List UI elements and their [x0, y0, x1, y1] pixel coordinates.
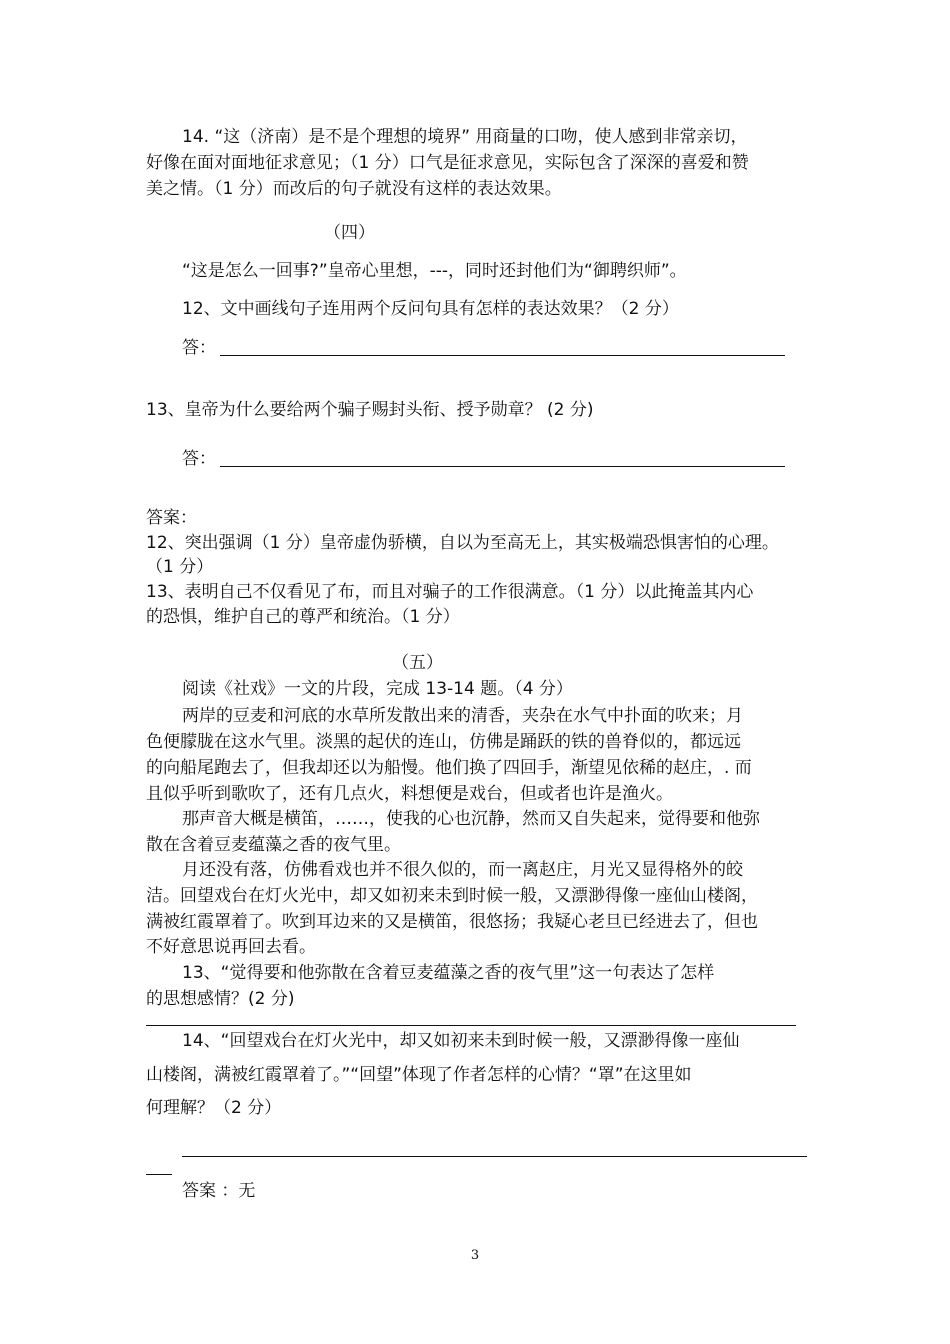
- passage-line-9: 满被红霞罩着了。吹到耳边来的又是横笛，很悠扬；我疑心老旦已经进去了，但也: [146, 912, 758, 932]
- prev-q14-line-2: 好像在面对面地征求意见；（1 分）口气是征求意见，实际包含了深深的喜爱和赞: [146, 153, 749, 173]
- passage-line-10: 不好意思说再回去看。: [146, 937, 316, 957]
- passage-line-6: 散在含着豆麦蕴藻之香的夜气里。: [146, 835, 401, 855]
- passage-line-5: 那声音大概是横笛，……，使我的心也沉静，然而又自失起来，觉得要和他弥: [182, 809, 760, 829]
- answer-line-q13: [220, 466, 785, 467]
- answer-label-q12: 答：: [182, 338, 216, 358]
- answer-line-2: （1 分）: [146, 557, 214, 577]
- answer-line-section-5-q14-continued: [146, 1174, 172, 1175]
- answer-line-section-5-q13: [146, 1025, 796, 1026]
- prev-q14-line-3: 美之情。（1 分）而改后的句子就没有这样的表达效果。: [146, 179, 562, 199]
- answer-line-q12: [220, 355, 785, 356]
- prev-q14-line-1: 14. “这（济南）是不是个理想的境界” 用商量的口吻，使人感到非常亲切，: [182, 127, 748, 147]
- passage-line-4: 且似乎听到歌吹了，还有几点火，料想便是戏台，但或者也许是渔火。: [146, 784, 673, 804]
- answers-title: 答案：: [146, 508, 197, 528]
- section-4-q12: 12、文中画线句子连用两个反问句具有怎样的表达效果？（2 分）: [182, 299, 679, 319]
- passage-line-1: 两岸的豆麦和河底的水草所发散出来的清香，夹杂在水气中扑面的吹来；月: [182, 706, 743, 726]
- answer-line-4: 的恐惧，维护自己的尊严和统治。（1 分）: [146, 607, 460, 627]
- passage-line-8: 洁。回望戏台在灯火光中，却又如初来未到时候一般，又漂渺得像一座仙山楼阁，: [146, 886, 758, 906]
- section-4-heading: （四）: [324, 223, 375, 243]
- section-5-q13-line-2: 的思想感情？(2 分): [146, 989, 295, 1009]
- answer-line-3: 13、表明自己不仅看见了布，而且对骗子的工作很满意。（1 分）以此掩盖其内心: [146, 582, 754, 602]
- section-5-q13-line-1: 13、“觉得要和他弥散在含着豆麦蕴藻之香的夜气里”这一句表达了怎样: [182, 963, 715, 983]
- answer-label-q13: 答：: [182, 449, 216, 469]
- section-5-q14-line-2: 山楼阁，满被红霞罩着了。”“回望”体现了作者怎样的心情？“罩”在这里如: [146, 1065, 692, 1085]
- page-number: 3: [470, 1248, 480, 1263]
- section-5-q14-line-1: 14、“回望戏台在灯火光中，却又如初来未到时候一般，又漂渺得像一座仙: [182, 1031, 740, 1051]
- answer-line-section-5-q14: [182, 1156, 807, 1157]
- section-5-heading: （五）: [392, 653, 443, 673]
- section-5-answer: 答案 ：无: [182, 1181, 256, 1201]
- passage-line-2: 色便朦胧在这水气里。淡黑的起伏的连山，仿佛是踊跃的铁的兽脊似的，都远远: [146, 732, 741, 752]
- passage-line-7: 月还没有落，仿佛看戏也并不很久似的，而一离赵庄，月光又显得格外的皎: [182, 860, 743, 880]
- section-4-excerpt: “这是怎么一回事?”皇帝心里想，---，同时还封他们为“御聘织师”。: [182, 261, 687, 281]
- answer-line-1: 12、突出强调（1 分）皇帝虚伪骄横，自以为至高无上，其实极端恐惧害怕的心理。: [146, 533, 779, 553]
- section-5-q14-line-3: 何理解？（2 分）: [146, 1098, 282, 1118]
- section-4-q13: 13、皇帝为什么要给两个骗子赐封头衔、授予勋章？ (2 分): [146, 400, 594, 420]
- section-5-intro: 阅读《社戏》一文的片段，完成 13-14 题。（4 分）: [182, 679, 573, 699]
- passage-line-3: 的向船尾跑去了，但我却还以为船慢。他们换了四回手，渐望见依稀的赵庄，. 而: [146, 758, 752, 778]
